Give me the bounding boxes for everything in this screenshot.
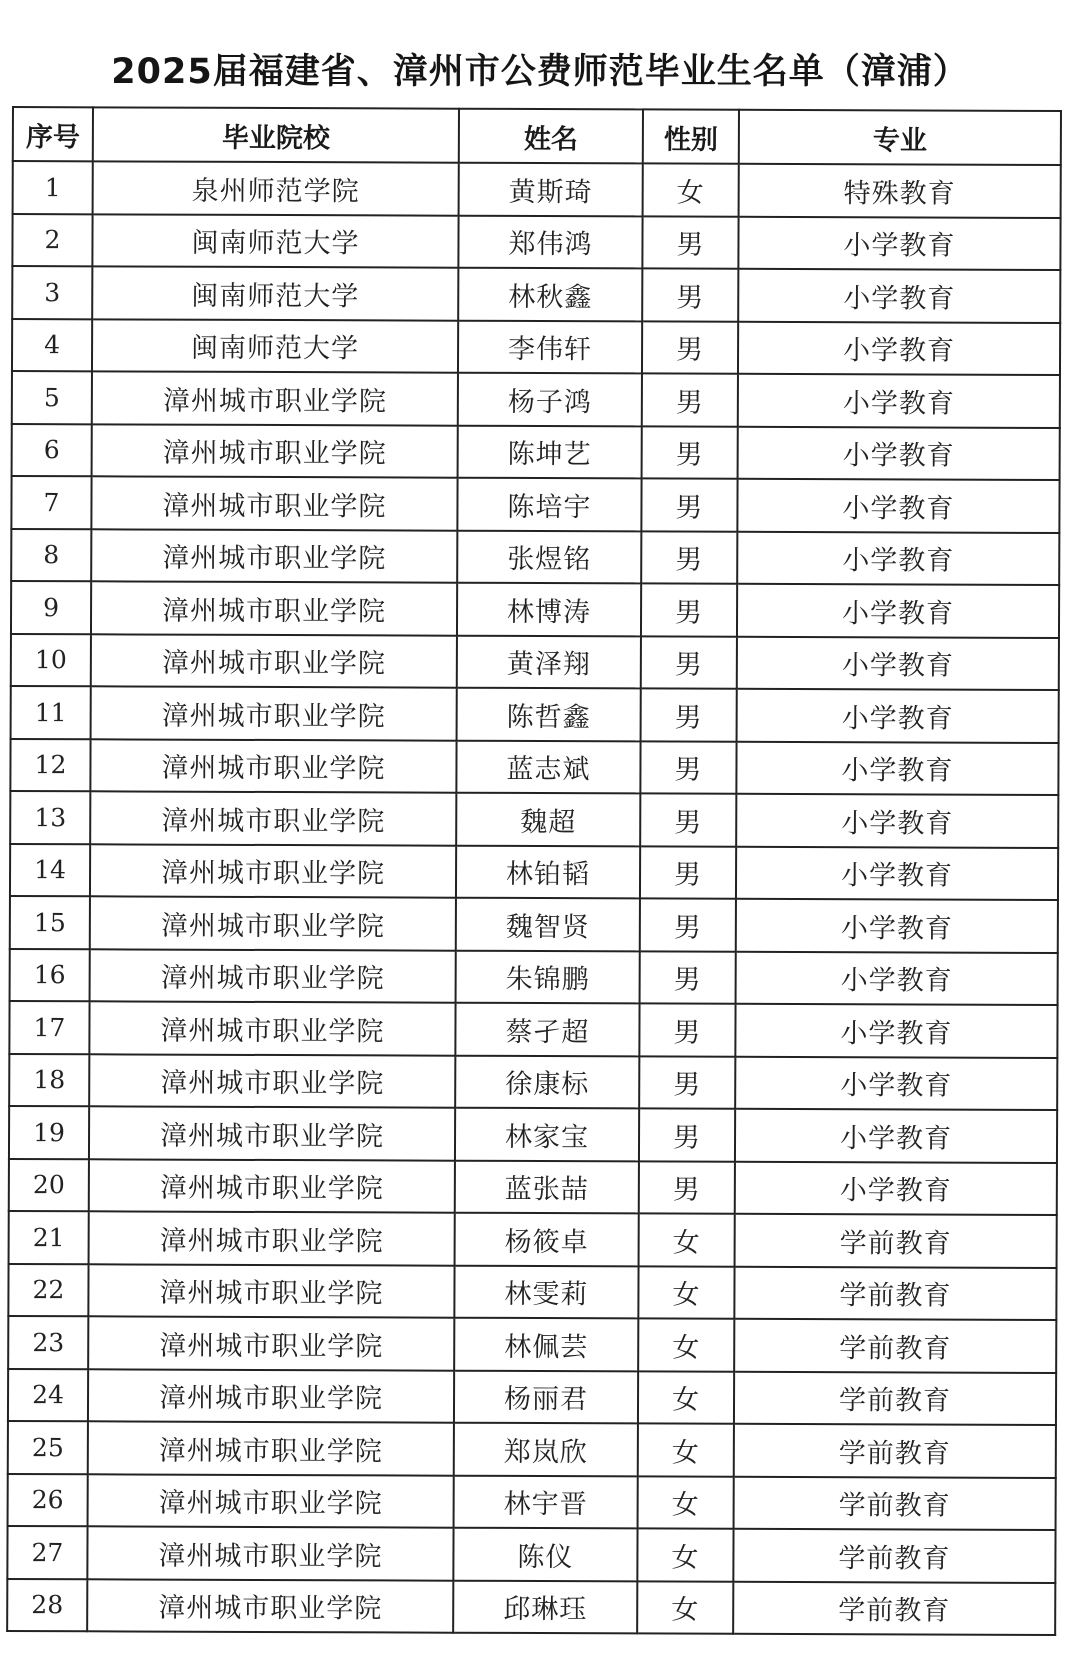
cell-major: 学前教育 — [734, 1476, 1056, 1530]
graduate-roster-table — [6, 106, 1062, 1636]
cell-name: 黄斯琦 — [459, 163, 643, 216]
cell-school: 闽南师范大学 — [92, 319, 458, 373]
cell-gender: 男 — [639, 1161, 735, 1214]
cell-major: 小学教育 — [735, 1109, 1057, 1163]
cell-name: 杨丽君 — [454, 1370, 638, 1423]
cell-school: 漳州城市职业学院 — [88, 1264, 454, 1318]
cell-major: 小学教育 — [738, 269, 1060, 323]
cell-gender: 男 — [641, 478, 737, 531]
header-major: 专业 — [739, 110, 1061, 165]
cell-major: 小学教育 — [737, 689, 1059, 743]
cell-serial-number: 27 — [7, 1526, 87, 1579]
cell-gender: 男 — [641, 636, 737, 689]
table-row — [11, 633, 1059, 690]
cell-gender: 男 — [639, 1056, 735, 1109]
cell-major: 小学教育 — [738, 374, 1060, 428]
table-row — [12, 424, 1060, 481]
cell-school: 漳州城市职业学院 — [91, 581, 457, 635]
table-row — [12, 266, 1060, 323]
cell-major: 小学教育 — [737, 479, 1059, 533]
cell-gender: 女 — [638, 1423, 734, 1476]
table-row — [8, 1368, 1056, 1425]
table-row — [10, 843, 1058, 900]
cell-school: 漳州城市职业学院 — [88, 1316, 454, 1370]
cell-serial-number: 8 — [11, 529, 91, 582]
cell-school: 漳州城市职业学院 — [88, 1474, 454, 1528]
table-row — [9, 1211, 1057, 1268]
table-row — [10, 791, 1058, 848]
cell-major: 小学教育 — [736, 951, 1058, 1005]
cell-serial-number: 5 — [12, 371, 92, 424]
cell-gender: 男 — [641, 531, 737, 584]
cell-gender: 女 — [643, 163, 739, 216]
cell-school: 漳州城市职业学院 — [89, 1159, 455, 1213]
cell-serial-number: 26 — [8, 1473, 88, 1526]
cell-serial-number: 14 — [10, 843, 90, 896]
cell-school: 漳州城市职业学院 — [90, 739, 456, 793]
cell-school: 漳州城市职业学院 — [92, 424, 458, 478]
cell-school: 闽南师范大学 — [92, 214, 458, 268]
cell-gender: 女 — [637, 1581, 733, 1634]
cell-school: 漳州城市职业学院 — [88, 1369, 454, 1423]
cell-name: 魏超 — [456, 793, 640, 846]
cell-gender: 男 — [642, 268, 738, 321]
cell-name: 林佩芸 — [454, 1318, 638, 1371]
cell-gender: 男 — [642, 321, 738, 374]
cell-major: 学前教育 — [734, 1424, 1056, 1478]
table-row — [8, 1263, 1056, 1320]
cell-school: 漳州城市职业学院 — [91, 529, 457, 583]
cell-gender: 男 — [640, 793, 736, 846]
cell-school: 漳州城市职业学院 — [87, 1526, 453, 1580]
cell-school: 泉州师范学院 — [93, 161, 459, 215]
header-name: 姓名 — [459, 109, 643, 164]
cell-major: 小学教育 — [736, 794, 1058, 848]
cell-major: 小学教育 — [738, 216, 1060, 270]
cell-name: 蓝志斌 — [456, 740, 640, 793]
table-row — [10, 738, 1058, 795]
cell-serial-number: 6 — [12, 424, 92, 477]
header-school: 毕业院校 — [93, 107, 459, 162]
cell-school: 漳州城市职业学院 — [90, 791, 456, 845]
cell-serial-number: 25 — [8, 1421, 88, 1474]
cell-serial-number: 3 — [12, 266, 92, 319]
cell-name: 林博涛 — [457, 583, 641, 636]
cell-serial-number: 2 — [12, 214, 92, 267]
cell-name: 郑岚欣 — [454, 1423, 638, 1476]
cell-serial-number: 24 — [8, 1368, 88, 1421]
cell-name: 陈培宇 — [457, 478, 641, 531]
table-row — [11, 686, 1059, 743]
cell-name: 杨筱卓 — [455, 1213, 639, 1266]
table-row — [8, 1473, 1056, 1530]
cell-major: 学前教育 — [734, 1319, 1056, 1373]
cell-name: 林铂韬 — [456, 845, 640, 898]
cell-major: 小学教育 — [735, 1056, 1057, 1110]
cell-gender: 男 — [641, 688, 737, 741]
cell-serial-number: 4 — [12, 319, 92, 372]
cell-gender: 女 — [637, 1528, 733, 1581]
table-row — [9, 1106, 1057, 1163]
cell-serial-number: 1 — [13, 161, 93, 214]
cell-serial-number: 16 — [10, 948, 90, 1001]
cell-gender: 女 — [639, 1213, 735, 1266]
cell-gender: 男 — [640, 898, 736, 951]
cell-gender: 男 — [639, 1003, 735, 1056]
cell-school: 漳州城市职业学院 — [90, 949, 456, 1003]
table-row — [12, 371, 1060, 428]
table-row — [11, 581, 1059, 638]
cell-name: 林宇晋 — [454, 1475, 638, 1528]
cell-serial-number: 20 — [9, 1158, 89, 1211]
cell-gender: 女 — [638, 1371, 734, 1424]
cell-major: 小学教育 — [738, 426, 1060, 480]
cell-serial-number: 23 — [8, 1316, 88, 1369]
cell-major: 学前教育 — [734, 1266, 1056, 1320]
cell-name: 林秋鑫 — [458, 268, 642, 321]
header-gender: 性别 — [643, 109, 739, 163]
cell-serial-number: 22 — [8, 1263, 88, 1316]
table-row — [10, 896, 1058, 953]
cell-major: 小学教育 — [737, 531, 1059, 585]
cell-name: 陈哲鑫 — [457, 688, 641, 741]
cell-gender: 男 — [642, 216, 738, 269]
table-body — [7, 161, 1061, 1635]
cell-school: 漳州城市职业学院 — [89, 1211, 455, 1265]
cell-gender: 女 — [638, 1476, 734, 1529]
cell-major: 学前教育 — [734, 1371, 1056, 1425]
cell-name: 朱锦鹏 — [456, 950, 640, 1003]
cell-name: 林家宝 — [455, 1108, 639, 1161]
table-row — [10, 948, 1058, 1005]
cell-serial-number: 15 — [10, 896, 90, 949]
cell-serial-number: 13 — [10, 791, 90, 844]
cell-name: 蓝张喆 — [455, 1160, 639, 1213]
cell-name: 陈仪 — [453, 1528, 637, 1581]
table-header-row — [13, 107, 1061, 165]
table-row — [7, 1526, 1055, 1583]
cell-name: 李伟轩 — [458, 320, 642, 373]
cell-major: 学前教育 — [735, 1214, 1057, 1268]
cell-gender: 男 — [640, 741, 736, 794]
cell-name: 黄泽翔 — [457, 635, 641, 688]
table-row — [9, 1001, 1057, 1058]
cell-major: 小学教育 — [736, 846, 1058, 900]
cell-major: 学前教育 — [733, 1581, 1055, 1635]
table-row — [8, 1316, 1056, 1373]
cell-school: 漳州城市职业学院 — [90, 896, 456, 950]
cell-gender: 男 — [639, 1108, 735, 1161]
table-row — [11, 529, 1059, 586]
cell-serial-number: 18 — [9, 1053, 89, 1106]
cell-major: 小学教育 — [736, 741, 1058, 795]
cell-name: 蔡孑超 — [455, 1003, 639, 1056]
cell-school: 漳州城市职业学院 — [87, 1579, 453, 1633]
cell-major: 小学教育 — [737, 636, 1059, 690]
cell-school: 漳州城市职业学院 — [88, 1421, 454, 1475]
cell-major: 小学教育 — [735, 1161, 1057, 1215]
cell-serial-number: 11 — [11, 686, 91, 739]
cell-major: 小学教育 — [738, 321, 1060, 375]
cell-school: 漳州城市职业学院 — [89, 1106, 455, 1160]
document-title: 2025届福建省、漳州市公费师范毕业生名单（漳浦） — [111, 52, 969, 92]
table-row — [9, 1158, 1057, 1215]
cell-serial-number: 9 — [11, 581, 91, 634]
table-row — [13, 161, 1061, 218]
cell-name: 陈坤艺 — [458, 425, 642, 478]
table-row — [7, 1578, 1055, 1635]
cell-major: 特殊教育 — [739, 164, 1061, 218]
cell-name: 邱琳珏 — [453, 1580, 637, 1633]
cell-name: 林雯莉 — [454, 1265, 638, 1318]
table-row — [12, 214, 1060, 271]
cell-major: 小学教育 — [736, 899, 1058, 953]
cell-serial-number: 21 — [9, 1211, 89, 1264]
table-row — [11, 476, 1059, 533]
cell-name: 魏智贤 — [456, 898, 640, 951]
cell-serial-number: 10 — [11, 633, 91, 686]
cell-school: 漳州城市职业学院 — [91, 686, 457, 740]
cell-gender: 男 — [640, 951, 736, 1004]
cell-school: 漳州城市职业学院 — [89, 1001, 455, 1055]
cell-gender: 女 — [638, 1266, 734, 1319]
cell-major: 小学教育 — [737, 584, 1059, 638]
cell-major: 小学教育 — [735, 1004, 1057, 1058]
cell-name: 徐康标 — [455, 1055, 639, 1108]
cell-school: 漳州城市职业学院 — [89, 1054, 455, 1108]
table-row — [8, 1421, 1056, 1478]
cell-name: 张煜铭 — [457, 530, 641, 583]
cell-gender: 男 — [642, 426, 738, 479]
cell-school: 闽南师范大学 — [92, 266, 458, 320]
cell-gender: 男 — [642, 373, 738, 426]
cell-name: 杨子鸿 — [458, 373, 642, 426]
cell-name: 郑伟鸿 — [458, 215, 642, 268]
cell-school: 漳州城市职业学院 — [91, 634, 457, 688]
table-row — [9, 1053, 1057, 1110]
cell-serial-number: 17 — [9, 1001, 89, 1054]
cell-serial-number: 19 — [9, 1106, 89, 1159]
header-serial-number: 序号 — [13, 107, 93, 161]
cell-serial-number: 7 — [11, 476, 91, 529]
table-row — [12, 319, 1060, 376]
cell-school: 漳州城市职业学院 — [91, 476, 457, 530]
cell-major: 学前教育 — [733, 1529, 1055, 1583]
cell-gender: 女 — [638, 1318, 734, 1371]
cell-serial-number: 28 — [7, 1578, 87, 1631]
cell-school: 漳州城市职业学院 — [92, 371, 458, 425]
cell-serial-number: 12 — [10, 738, 90, 791]
cell-gender: 男 — [641, 583, 737, 636]
cell-school: 漳州城市职业学院 — [90, 844, 456, 898]
cell-gender: 男 — [640, 846, 736, 899]
